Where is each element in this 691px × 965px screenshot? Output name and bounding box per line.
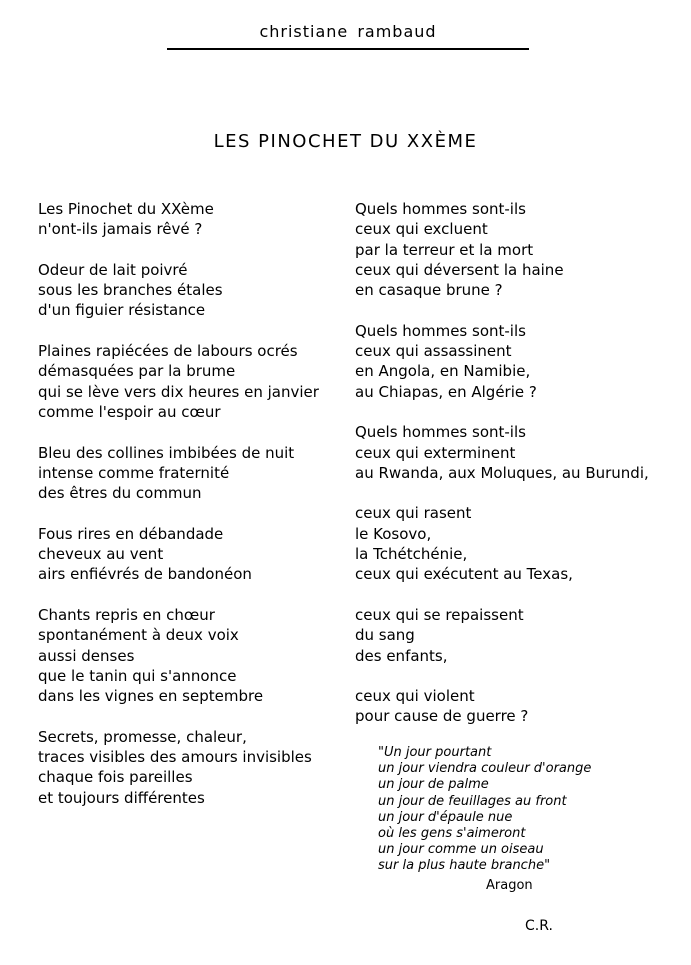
poem-line: ceux qui excluent xyxy=(355,220,488,239)
stanza xyxy=(38,199,338,240)
quote-line: un jour d'épaule nue xyxy=(378,809,513,825)
quote-line: un jour de palme xyxy=(378,777,489,793)
poem-line: en Angola, en Namibie, xyxy=(355,362,531,381)
quote-line: un jour viendra couleur d'orange xyxy=(378,761,592,777)
poem-line: Secrets, promesse, chaleur, xyxy=(38,727,247,746)
stanza xyxy=(38,524,338,585)
poem-line: et toujours différentes xyxy=(38,788,205,807)
poem-line: des êtres du commun xyxy=(38,484,202,503)
signature-initials: C.R. xyxy=(525,918,553,934)
author-name: christiane rambaud xyxy=(259,22,437,41)
stanza xyxy=(38,605,338,706)
poem-line: au Chiapas, en Algérie ? xyxy=(355,382,537,401)
stanza xyxy=(38,727,338,808)
poem-line: intense comme fraternité xyxy=(38,463,230,482)
poem-line: aussi denses xyxy=(38,646,135,665)
stanza xyxy=(355,503,685,584)
poem-line: des enfants, xyxy=(355,646,448,665)
right-column xyxy=(355,199,685,747)
poem-line: ceux qui déversent la haine xyxy=(355,260,564,279)
poem-line: ceux qui exécutent au Texas, xyxy=(355,565,573,584)
poem-line: au Rwanda, aux Moluques, au Burundi, xyxy=(355,463,649,482)
stanza xyxy=(38,443,338,504)
poem-line: qui se lève vers dix heures en janvier xyxy=(38,382,319,401)
stanza xyxy=(355,199,685,300)
poem-line: ceux qui se repaissent xyxy=(355,605,524,624)
poem-line: Les Pinochet du XXème xyxy=(38,200,214,218)
stanza xyxy=(38,341,338,422)
poem-line: en casaque brune ? xyxy=(355,281,503,300)
quote-line: où les gens s'aimeront xyxy=(378,826,526,842)
poem-line: ceux qui violent xyxy=(355,687,475,706)
aragon-quote xyxy=(378,745,591,875)
poem-line: Quels hommes sont-ils xyxy=(355,423,526,442)
page-header xyxy=(167,18,529,50)
stanza xyxy=(355,422,685,483)
quote-line: un jour de feuillages au front xyxy=(378,793,567,809)
poem-line: spontanément à deux voix xyxy=(38,626,239,645)
poem-line: du sang xyxy=(355,626,415,645)
poem-line: que le tanin qui s'annonce xyxy=(38,666,237,685)
poem-line: Quels hommes sont-ils xyxy=(355,200,526,218)
poem-line: par la terreur et la mort xyxy=(355,240,534,259)
quote-line: un jour comme un oiseau xyxy=(378,842,544,858)
poem-line: Bleu des collines imbibées de nuit xyxy=(38,443,295,462)
poem-line: la Tchétchénie, xyxy=(355,545,468,564)
poem-line: Quels hommes sont-ils xyxy=(355,321,526,340)
stanza xyxy=(355,321,685,402)
poem-line: d'un figuier résistance xyxy=(38,301,206,320)
stanza xyxy=(355,686,685,727)
poem-line: ceux qui exterminent xyxy=(355,443,516,462)
poem-line: Fous rires en débandade xyxy=(38,524,224,543)
poem-line: Odeur de lait poivré xyxy=(38,260,188,279)
poem-line: airs enfiévrés de bandonéon xyxy=(38,565,252,584)
stanza xyxy=(355,605,685,666)
poem-line: ceux qui assassinent xyxy=(355,342,512,361)
stanza xyxy=(38,260,338,321)
quote-line: "Un jour pourtant xyxy=(378,745,492,760)
poem-line: démasquées par la brume xyxy=(38,362,236,381)
poem-line: Chants repris en chœur xyxy=(38,605,215,624)
poem-line: dans les vignes en septembre xyxy=(38,687,264,706)
poem-title: LES PINOCHET DU XXÈME xyxy=(213,131,478,152)
left-column xyxy=(38,199,338,828)
quote-line: sur la plus haute branche" xyxy=(378,858,551,874)
poem-line: traces visibles des amours invisibles xyxy=(38,748,312,767)
poem-line: pour cause de guerre ? xyxy=(355,707,529,726)
poem-line: n'ont-ils jamais rêvé ? xyxy=(38,220,203,239)
poem-line: sous les branches étales xyxy=(38,281,223,300)
poem-line: comme l'espoir au cœur xyxy=(38,402,221,421)
poem-line: le Kosovo, xyxy=(355,524,432,543)
poem-line: Plaines rapiécées de labours ocrés xyxy=(38,342,298,361)
quote-author: Aragon xyxy=(486,878,533,893)
poem-line: ceux qui rasent xyxy=(355,504,472,523)
poem-line: cheveux au vent xyxy=(38,545,164,564)
poem-line: chaque fois pareilles xyxy=(38,768,193,787)
